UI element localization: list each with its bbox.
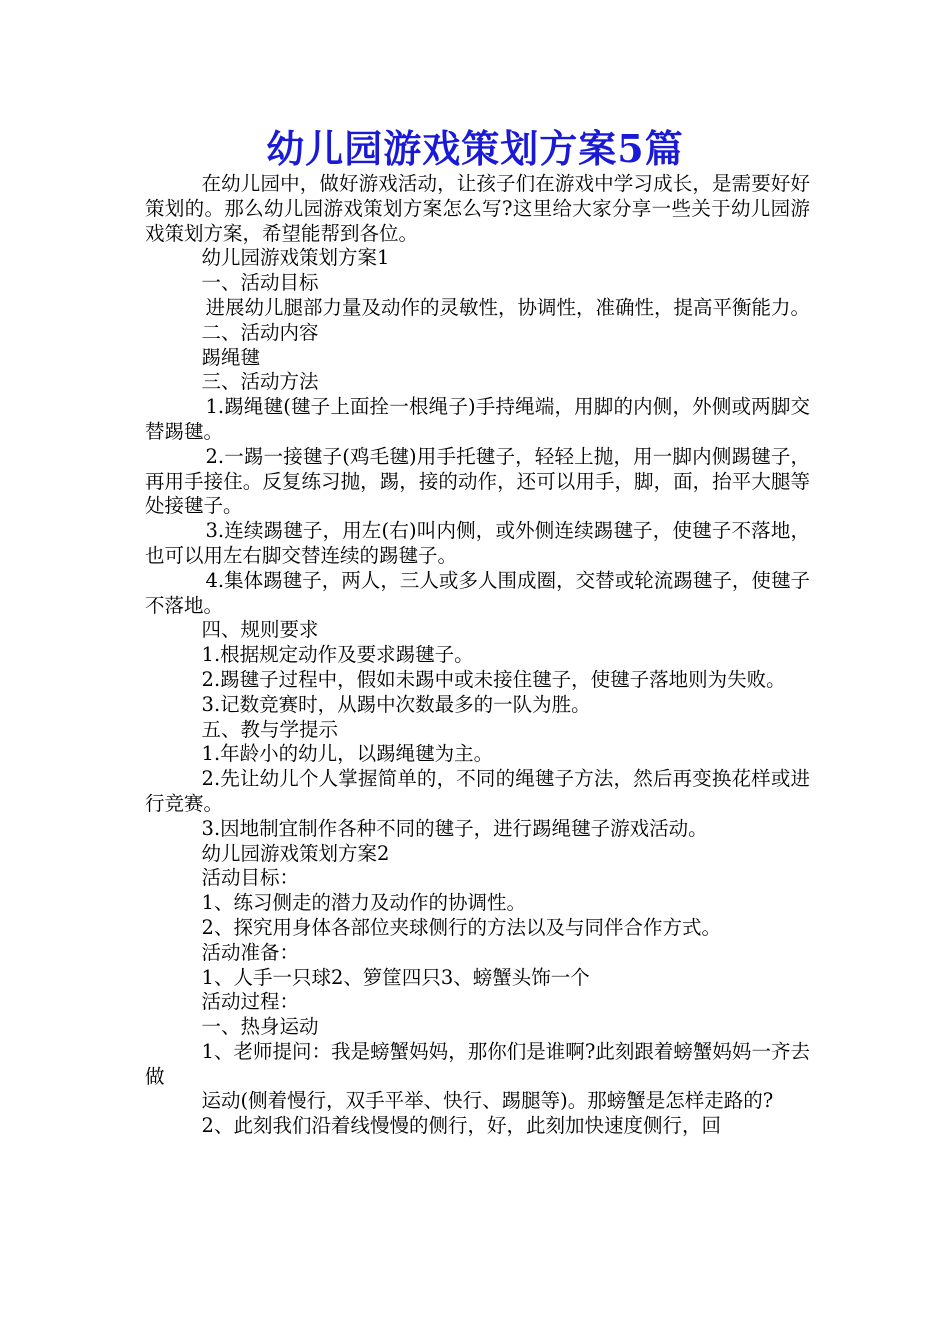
list-item: 1、人手一只球2、箩筐四只3、螃蟹头饰一个 xyxy=(201,965,590,989)
paragraph: 运动(侧着慢行，双手平举、快行、踢腿等)。那螃蟹是怎样走路的? xyxy=(201,1089,774,1113)
paragraph: 踢绳毽 xyxy=(201,345,261,369)
list-item: 1.根据规定动作及要求踢毽子。 xyxy=(201,643,474,667)
list-item: 2、此刻我们沿着线慢慢的侧行，好，此刻加快速度侧行，回 xyxy=(201,1114,721,1138)
list-item: 2.一踢一接毽子(鸡毛毽)用手托毽子，轻轻上抛，用一脚内侧踢毽子，再用手接住。反复练习抛，踢，接的动作，还可以用手，脚，面，抬平大腿等处接毽子。 xyxy=(145,444,810,518)
list-item: 4.集体踢毽子，两人，三人或多人围成圈，交替或轮流踢毽子，使毽子不落地。 xyxy=(145,568,810,617)
subheading: 一、活动目标 xyxy=(201,271,319,295)
section-heading: 幼儿园游戏策划方案1 xyxy=(201,246,390,270)
list-item: 1.踢绳毽(毽子上面拴一根绳子)手持绳端，用脚的内侧，外侧或两脚交替踢毽。 xyxy=(145,395,810,443)
subheading: 一、热身运动 xyxy=(201,1015,319,1039)
subheading: 活动目标： xyxy=(201,866,300,890)
list-item: 3.连续踢毽子，用左(右)叫内侧，或外侧连续踢毽子，使毽子不落地，也可以用左右脚交替连续的踢毽子。 xyxy=(145,519,810,567)
list-item: 2、探究用身体各部位夹球侧行的方法以及与同伴合作方式。 xyxy=(201,915,721,939)
subheading: 四、规则要求 xyxy=(201,618,319,642)
subheading: 活动过程： xyxy=(201,990,300,1014)
list-item: 1.年龄小的幼儿，以踢绳毽为主。 xyxy=(201,742,494,766)
list-item: 2.先让幼儿个人掌握简单的，不同的绳毽子方法，然后再变换花样或进行竞赛。 xyxy=(145,767,810,815)
document-body xyxy=(145,172,810,1139)
list-item: 3.记数竞赛时，从踢中次数最多的一队为胜。 xyxy=(201,692,591,716)
section-heading: 幼儿园游戏策划方案2 xyxy=(201,841,390,865)
subheading: 二、活动内容 xyxy=(201,320,319,344)
list-item: 2.踢毽子过程中，假如未踢中或未接住毽子，使毽子落地则为失败。 xyxy=(201,667,786,691)
subheading: 三、活动方法 xyxy=(201,370,319,394)
intro-paragraph: 在幼儿园中，做好游戏活动，让孩子们在游戏中学习成长，是需要好好策划的。那么幼儿园游戏策划方案怎么写?这里给大家分享一些关于幼儿园游戏策划方案，希望能帮到各位。 xyxy=(145,172,810,245)
subheading: 五、教与学提示 xyxy=(201,717,339,741)
paragraph: 进展幼儿腿部力量及动作的灵敏性，协调性，准确性，提高平衡能力。 xyxy=(205,295,810,319)
subheading: 活动准备： xyxy=(201,940,300,964)
document-title: 幼儿园游戏策划方案5篇 xyxy=(266,126,684,171)
list-item: 3.因地制宜制作各种不同的毽子，进行踢绳毽子游戏活动。 xyxy=(201,816,708,840)
list-item: 1、练习侧走的潜力及动作的协调性。 xyxy=(201,891,526,915)
list-item: 1、老师提问：我是螃蟹妈妈，那你们是谁啊?此刻跟着螃蟹妈妈一齐去做 xyxy=(145,1039,810,1088)
